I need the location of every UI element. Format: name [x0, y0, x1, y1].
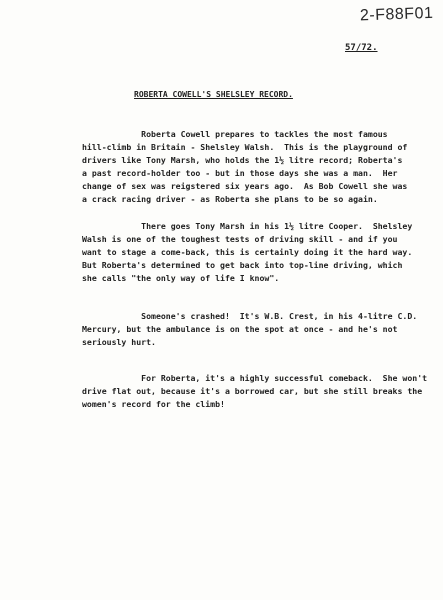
archive-reference: 2-F88F01: [359, 4, 434, 25]
page-number: 57/72.: [345, 43, 378, 53]
paragraph-4: For Roberta, it's a highly successful comeback. She won't drive flat out, because it's a borrowed car, but she still breaks the women's record for the climb!: [82, 373, 428, 409]
document-title: ROBERTA COWELL'S SHELSLEY RECORD.: [134, 90, 293, 99]
paragraph-2: There goes Tony Marsh in his 1½ litre Cooper. Shelsley Walsh is one of the toughest tests of driving skill - and if you want to stage a come-back, this is certainly doing it the hard way. But Roberta's determined to get back into top-line driving, which she calls "the only way of life I know".: [82, 221, 413, 283]
paragraph-3: Someone's crashed! It's W.B. Crest, in his 4-litre C.D. Mercury, but the ambulance is on the spot at once - and he's not seriously hurt.: [82, 311, 418, 347]
paragraph-1: Roberta Cowell prepares to tackles the most famous hill-climb in Britain - Shelsley Walsh. This is the playground of drivers like Tony Marsh, who holds the 1½ litre record; Roberta's a past record-holder too - but in those days she was a man. Her change of sex was reigstered six years ago. As Bob Cowell she was a crack racing driver - as Roberta she plans to be so again.: [82, 129, 408, 204]
